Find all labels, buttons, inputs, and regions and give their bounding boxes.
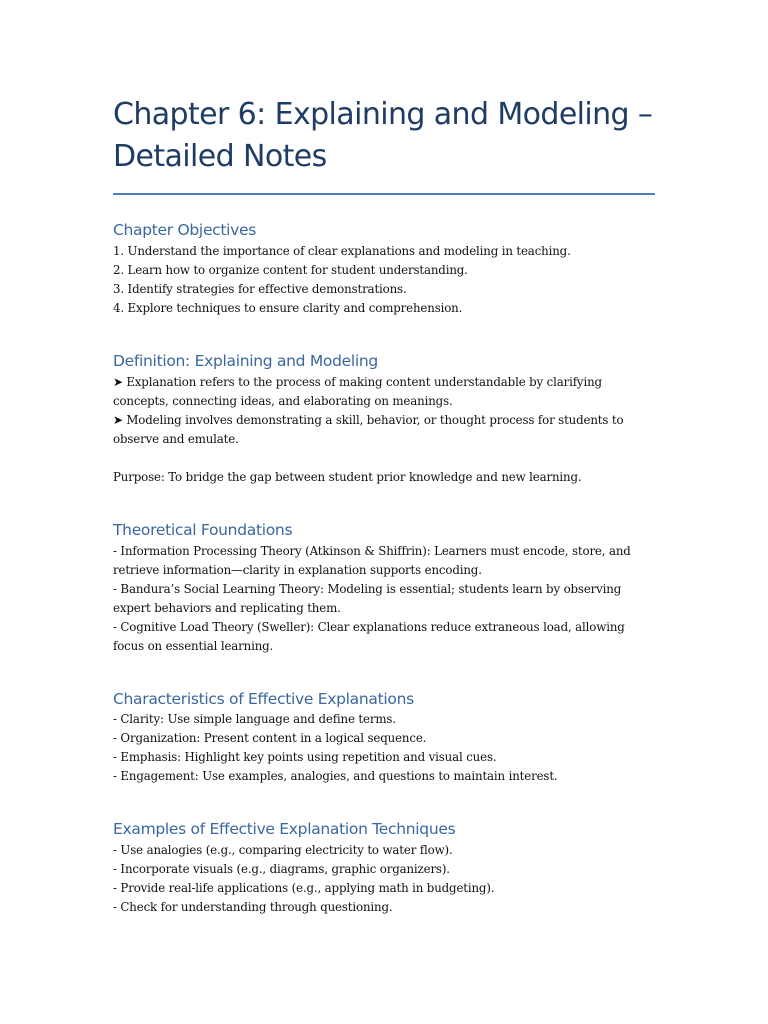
list-item: - Incorporate visuals (e.g., diagrams, graphic organizers). bbox=[113, 862, 450, 876]
document-title bbox=[113, 94, 655, 178]
list-item: - Use analogies (e.g., comparing electricity to water flow). bbox=[113, 843, 453, 857]
section-heading-definition: Definition: Explaining and Modeling bbox=[113, 352, 378, 370]
list-item: - Organization: Present content in a logical sequence. bbox=[113, 731, 427, 745]
title-line: Chapter 6: Explaining and Modeling – bbox=[113, 97, 653, 132]
list-item: - Emphasis: Highlight key points using repetition and visual cues. bbox=[113, 750, 497, 764]
blank-line bbox=[113, 449, 655, 468]
foundations-list bbox=[113, 542, 655, 656]
definition-text bbox=[113, 373, 655, 487]
list-item: focus on essential learning. bbox=[113, 639, 274, 653]
paragraph-line: observe and emulate. bbox=[113, 432, 239, 446]
list-item: 2. Learn how to organize content for student understanding. bbox=[113, 263, 468, 277]
list-item: 3. Identify strategies for effective demonstrations. bbox=[113, 282, 407, 296]
list-item: - Bandura’s Social Learning Theory: Modeling is essential; students learn by observing bbox=[113, 582, 622, 596]
list-item: - Cognitive Load Theory (Sweller): Clear explanations reduce extraneous load, allowing bbox=[113, 620, 625, 634]
document-page bbox=[113, 94, 655, 917]
list-item: - Engagement: Use examples, analogies, and questions to maintain interest. bbox=[113, 769, 558, 783]
title-line: Detailed Notes bbox=[113, 139, 327, 174]
list-item: - Clarity: Use simple language and define terms. bbox=[113, 712, 396, 726]
title-divider bbox=[113, 193, 655, 195]
objectives-list bbox=[113, 242, 655, 318]
list-item: - Provide real-life applications (e.g., applying math in budgeting). bbox=[113, 881, 495, 895]
characteristics-list bbox=[113, 710, 655, 786]
list-item: 4. Explore techniques to ensure clarity and comprehension. bbox=[113, 301, 463, 315]
paragraph-line: concepts, connecting ideas, and elaborating on meanings. bbox=[113, 394, 453, 408]
section-heading-examples: Examples of Effective Explanation Techniques bbox=[113, 820, 456, 838]
list-item: - Check for understanding through questioning. bbox=[113, 900, 393, 914]
section-heading-objectives: Chapter Objectives bbox=[113, 221, 257, 239]
list-item: 1. Understand the importance of clear explanations and modeling in teaching. bbox=[113, 244, 571, 258]
section-heading-foundations: Theoretical Foundations bbox=[113, 521, 293, 539]
section-heading-characteristics: Characteristics of Effective Explanations bbox=[113, 690, 414, 708]
list-item: - Information Processing Theory (Atkinson & Shiffrin): Learners must encode, store, and bbox=[113, 544, 631, 558]
list-item: expert behaviors and replicating them. bbox=[113, 601, 341, 615]
paragraph-line: ➤ Explanation refers to the process of making content understandable by clarifying bbox=[113, 375, 602, 389]
purpose-statement: Purpose: To bridge the gap between student prior knowledge and new learning. bbox=[113, 470, 582, 484]
list-item: retrieve information—clarity in explanation supports encoding. bbox=[113, 563, 482, 577]
examples-list bbox=[113, 841, 655, 917]
paragraph-line: ➤ Modeling involves demonstrating a skill, behavior, or thought process for students to bbox=[113, 413, 624, 427]
